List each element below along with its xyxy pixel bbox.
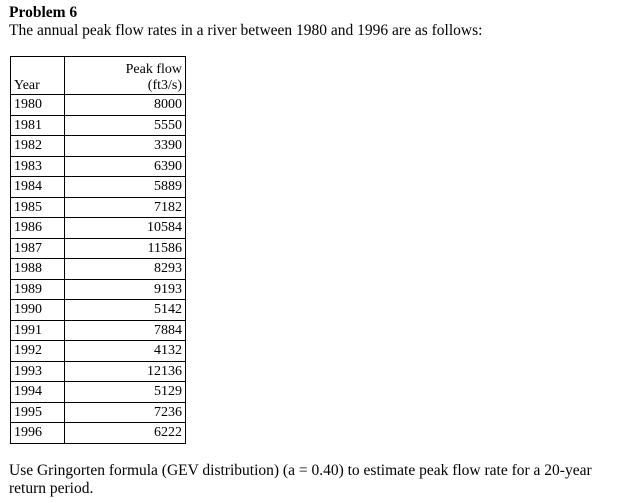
table-body bbox=[11, 95, 186, 444]
year-cell: 1985 bbox=[11, 197, 65, 218]
table-row bbox=[11, 136, 186, 157]
year-cell: 1996 bbox=[11, 423, 65, 444]
year-cell: 1983 bbox=[11, 156, 65, 177]
year-cell: 1982 bbox=[11, 136, 65, 157]
header-peak-flow-unit: (ft3/s) bbox=[147, 77, 182, 93]
peak-flow-cell: 6222 bbox=[65, 423, 186, 444]
peak-flow-cell: 11586 bbox=[65, 238, 186, 259]
peak-flow-cell: 4132 bbox=[65, 341, 186, 362]
peak-flow-table bbox=[10, 56, 186, 444]
peak-flow-cell: 5550 bbox=[65, 115, 186, 136]
table-row bbox=[11, 279, 186, 300]
header-peak-flow-label: Peak flow bbox=[125, 62, 182, 77]
year-cell: 1981 bbox=[11, 115, 65, 136]
peak-flow-cell: 5889 bbox=[65, 177, 186, 198]
problem-intro: The annual peak flow rates in a river between 1980 and 1996 are as follows: bbox=[9, 22, 483, 39]
question-text: Use Gringorten formula (GEV distribution) (a = 0.40) to estimate peak flow rate for a 20-year return period. bbox=[9, 462, 592, 497]
table-row bbox=[11, 300, 186, 321]
table-row bbox=[11, 423, 186, 444]
table-row bbox=[11, 115, 186, 136]
peak-flow-cell: 6390 bbox=[65, 156, 186, 177]
table-row bbox=[11, 218, 186, 239]
peak-flow-cell: 5129 bbox=[65, 382, 186, 403]
year-cell: 1987 bbox=[11, 238, 65, 259]
peak-flow-cell: 7236 bbox=[65, 402, 186, 423]
year-cell: 1995 bbox=[11, 402, 65, 423]
table-row bbox=[11, 341, 186, 362]
table-row bbox=[11, 382, 186, 403]
header-year: Year bbox=[11, 57, 65, 95]
year-cell: 1989 bbox=[11, 279, 65, 300]
year-cell: 1991 bbox=[11, 320, 65, 341]
table-row bbox=[11, 177, 186, 198]
table-header-row bbox=[11, 57, 186, 95]
year-cell: 1990 bbox=[11, 300, 65, 321]
table-row bbox=[11, 402, 186, 423]
year-cell: 1994 bbox=[11, 382, 65, 403]
year-cell: 1980 bbox=[11, 95, 65, 116]
peak-flow-cell: 7182 bbox=[65, 197, 186, 218]
year-cell: 1988 bbox=[11, 259, 65, 280]
year-cell: 1984 bbox=[11, 177, 65, 198]
peak-flow-cell: 5142 bbox=[65, 300, 186, 321]
table-row bbox=[11, 361, 186, 382]
year-cell: 1992 bbox=[11, 341, 65, 362]
peak-flow-cell: 3390 bbox=[65, 136, 186, 157]
table-row bbox=[11, 156, 186, 177]
peak-flow-cell: 12136 bbox=[65, 361, 186, 382]
header-peak-flow bbox=[65, 57, 186, 95]
peak-flow-cell: 9193 bbox=[65, 279, 186, 300]
peak-flow-cell: 7884 bbox=[65, 320, 186, 341]
table-row bbox=[11, 320, 186, 341]
peak-flow-cell: 8000 bbox=[65, 95, 186, 116]
peak-flow-cell: 10584 bbox=[65, 218, 186, 239]
year-cell: 1993 bbox=[11, 361, 65, 382]
year-cell: 1986 bbox=[11, 218, 65, 239]
table-row bbox=[11, 95, 186, 116]
table-row bbox=[11, 259, 186, 280]
table-row bbox=[11, 197, 186, 218]
problem-heading: Problem 6 bbox=[9, 4, 78, 21]
peak-flow-cell: 8293 bbox=[65, 259, 186, 280]
table-row bbox=[11, 238, 186, 259]
